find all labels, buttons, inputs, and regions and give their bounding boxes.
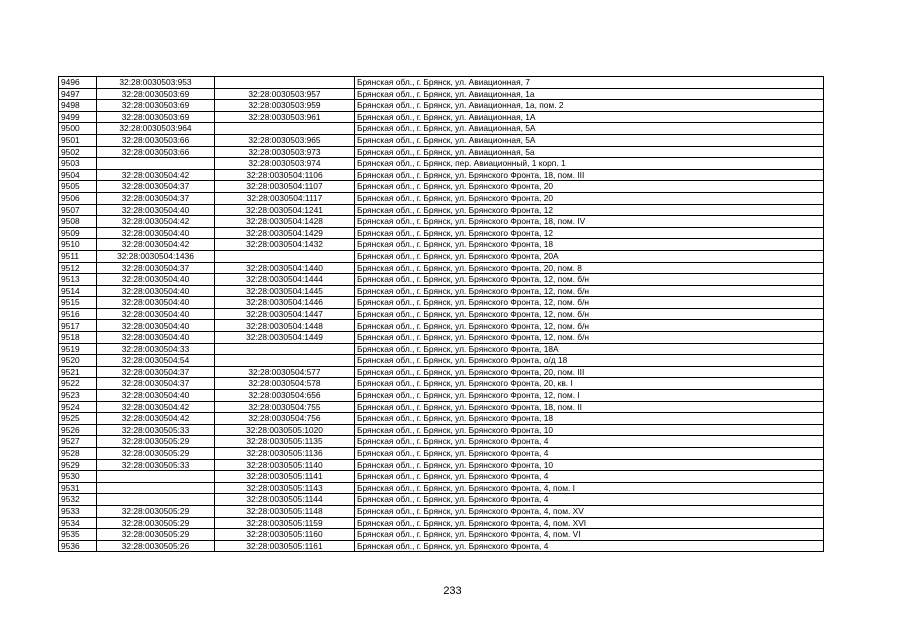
address-cell: Брянская обл., г. Брянск, ул. Авиационная, 7 (355, 77, 824, 89)
address-cell: Брянская обл., г. Брянск, ул. Брянского Фронта, 10 (355, 424, 824, 436)
table-row (59, 77, 824, 89)
parent-cadastral-number-cell: 32:28:0030503:69 (97, 100, 215, 112)
table-row (59, 250, 824, 262)
table-row (59, 494, 824, 506)
row-number-cell: 9534 (59, 517, 97, 529)
row-number-cell: 9524 (59, 401, 97, 413)
row-number-cell: 9530 (59, 471, 97, 483)
cadastral-number-cell: 32:28:0030504:1429 (215, 227, 355, 239)
table-row (59, 88, 824, 100)
row-number-cell: 9519 (59, 343, 97, 355)
table-row (59, 111, 824, 123)
cadastral-number-cell: 32:28:0030504:1444 (215, 274, 355, 286)
row-number-cell: 9517 (59, 320, 97, 332)
cadastral-number-cell: 32:28:0030504:1445 (215, 285, 355, 297)
cadastral-number-cell: 32:28:0030505:1136 (215, 448, 355, 460)
cadastral-number-cell: 32:28:0030505:1135 (215, 436, 355, 448)
registry-table (58, 76, 824, 552)
cadastral-number-cell: 32:28:0030505:1141 (215, 471, 355, 483)
table-row (59, 216, 824, 228)
parent-cadastral-number-cell: 32:28:0030503:69 (97, 111, 215, 123)
row-number-cell: 9503 (59, 158, 97, 170)
parent-cadastral-number-cell: 32:28:0030505:29 (97, 517, 215, 529)
address-cell: Брянская обл., г. Брянск, ул. Авиационная, 5А (355, 134, 824, 146)
table-row (59, 424, 824, 436)
address-cell: Брянская обл., г. Брянск, ул. Брянского Фронта, 4, пом. I (355, 482, 824, 494)
address-cell: Брянская обл., г. Брянск, ул. Брянского Фронта, 18, пом. III (355, 169, 824, 181)
table-row (59, 401, 824, 413)
address-cell: Брянская обл., г. Брянск, ул. Брянского Фронта, 4 (355, 436, 824, 448)
page-number: 233 (443, 585, 462, 597)
cadastral-number-cell: 32:28:0030504:1241 (215, 204, 355, 216)
table-row (59, 262, 824, 274)
row-number-cell: 9508 (59, 216, 97, 228)
address-cell: Брянская обл., г. Брянск, ул. Брянского Фронта, 4 (355, 471, 824, 483)
address-cell: Брянская обл., г. Брянск, ул. Брянского Фронта, 20А (355, 250, 824, 262)
address-cell: Брянская обл., г. Брянск, ул. Брянского Фронта, 20 (355, 192, 824, 204)
cadastral-number-cell: 32:28:0030505:1144 (215, 494, 355, 506)
table-row (59, 482, 824, 494)
cadastral-number-cell: 32:28:0030504:756 (215, 413, 355, 425)
table-row (59, 366, 824, 378)
row-number-cell: 9527 (59, 436, 97, 448)
row-number-cell: 9501 (59, 134, 97, 146)
address-cell: Брянская обл., г. Брянск, ул. Брянского Фронта, 12, пом. б/н (355, 320, 824, 332)
cadastral-number-cell: 32:28:0030504:577 (215, 366, 355, 378)
cadastral-number-cell: 32:28:0030504:1107 (215, 181, 355, 193)
table-row (59, 169, 824, 181)
cadastral-number-cell (215, 355, 355, 367)
row-number-cell: 9509 (59, 227, 97, 239)
row-number-cell: 9522 (59, 378, 97, 390)
row-number-cell: 9523 (59, 390, 97, 402)
cadastral-number-cell (215, 123, 355, 135)
cadastral-number-cell: 32:28:0030505:1140 (215, 459, 355, 471)
cadastral-number-cell: 32:28:0030505:1159 (215, 517, 355, 529)
table-row (59, 332, 824, 344)
parent-cadastral-number-cell: 32:28:0030503:66 (97, 146, 215, 158)
address-cell: Брянская обл., г. Брянск, ул. Авиационная, 1а, пом. 2 (355, 100, 824, 112)
row-number-cell: 9531 (59, 482, 97, 494)
address-cell: Брянская обл., г. Брянск, ул. Брянского Фронта, 18А (355, 343, 824, 355)
cadastral-number-cell: 32:28:0030504:1106 (215, 169, 355, 181)
address-cell: Брянская обл., г. Брянск, ул. Брянского Фронта, 20 (355, 181, 824, 193)
parent-cadastral-number-cell: 32:28:0030505:29 (97, 529, 215, 541)
address-cell: Брянская обл., г. Брянск, ул. Брянского Фронта, 12 (355, 227, 824, 239)
parent-cadastral-number-cell: 32:28:0030504:40 (97, 285, 215, 297)
table-row (59, 540, 824, 552)
parent-cadastral-number-cell: 32:28:0030504:37 (97, 378, 215, 390)
cadastral-number-cell (215, 250, 355, 262)
parent-cadastral-number-cell (97, 494, 215, 506)
cadastral-number-cell: 32:28:0030504:1446 (215, 297, 355, 309)
parent-cadastral-number-cell: 32:28:0030503:69 (97, 88, 215, 100)
address-cell: Брянская обл., г. Брянск, ул. Брянского Фронта, 12, пом. б/н (355, 285, 824, 297)
cadastral-number-cell: 32:28:0030504:755 (215, 401, 355, 413)
cadastral-number-cell: 32:28:0030504:1449 (215, 332, 355, 344)
address-cell: Брянская обл., г. Брянск, ул. Брянского Фронта, 18 (355, 239, 824, 251)
row-number-cell: 9529 (59, 459, 97, 471)
cadastral-number-cell: 32:28:0030504:1440 (215, 262, 355, 274)
address-cell: Брянская обл., г. Брянск, ул. Брянского Фронта, 18 (355, 413, 824, 425)
parent-cadastral-number-cell: 32:28:0030504:37 (97, 262, 215, 274)
row-number-cell: 9535 (59, 529, 97, 541)
table-row (59, 158, 824, 170)
row-number-cell: 9521 (59, 366, 97, 378)
parent-cadastral-number-cell: 32:28:0030505:26 (97, 540, 215, 552)
table-row (59, 192, 824, 204)
table-row (59, 413, 824, 425)
row-number-cell: 9532 (59, 494, 97, 506)
table-row (59, 378, 824, 390)
row-number-cell: 9497 (59, 88, 97, 100)
cadastral-number-cell: 32:28:0030504:578 (215, 378, 355, 390)
row-number-cell: 9513 (59, 274, 97, 286)
table-row (59, 297, 824, 309)
parent-cadastral-number-cell: 32:28:0030505:29 (97, 436, 215, 448)
table-row (59, 390, 824, 402)
cadastral-number-cell: 32:28:0030505:1148 (215, 505, 355, 517)
parent-cadastral-number-cell: 32:28:0030505:33 (97, 459, 215, 471)
address-cell: Брянская обл., г. Брянск, ул. Брянского Фронта, 20, пом. 8 (355, 262, 824, 274)
parent-cadastral-number-cell: 32:28:0030504:42 (97, 169, 215, 181)
row-number-cell: 9496 (59, 77, 97, 89)
parent-cadastral-number-cell: 32:28:0030503:66 (97, 134, 215, 146)
parent-cadastral-number-cell: 32:28:0030505:33 (97, 424, 215, 436)
address-cell: Брянская обл., г. Брянск, ул. Брянского Фронта, 18, пом. II (355, 401, 824, 413)
address-cell: Брянская обл., г. Брянск, ул. Брянского Фронта, 12, пом. б/н (355, 308, 824, 320)
row-number-cell: 9520 (59, 355, 97, 367)
row-number-cell: 9525 (59, 413, 97, 425)
table-row (59, 529, 824, 541)
parent-cadastral-number-cell: 32:28:0030504:33 (97, 343, 215, 355)
address-cell: Брянская обл., г. Брянск, ул. Брянского Фронта, 12, пом. I (355, 390, 824, 402)
table-row (59, 436, 824, 448)
address-cell: Брянская обл., г. Брянск, ул. Авиационная, 1а (355, 88, 824, 100)
address-cell: Брянская обл., г. Брянск, ул. Брянского Фронта, 4 (355, 540, 824, 552)
table-row (59, 517, 824, 529)
cadastral-number-cell: 32:28:0030505:1020 (215, 424, 355, 436)
parent-cadastral-number-cell: 32:28:0030504:40 (97, 390, 215, 402)
cadastral-number-cell: 32:28:0030504:1432 (215, 239, 355, 251)
table-row (59, 134, 824, 146)
cadastral-number-cell: 32:28:0030504:1117 (215, 192, 355, 204)
row-number-cell: 9516 (59, 308, 97, 320)
address-cell: Брянская обл., г. Брянск, ул. Брянского Фронта, 12 (355, 204, 824, 216)
table-row (59, 181, 824, 193)
cadastral-number-cell: 32:28:0030504:1428 (215, 216, 355, 228)
parent-cadastral-number-cell: 32:28:0030504:40 (97, 274, 215, 286)
address-cell: Брянская обл., г. Брянск, ул. Брянского Фронта, 4, пом. XV (355, 505, 824, 517)
parent-cadastral-number-cell: 32:28:0030505:29 (97, 448, 215, 460)
row-number-cell: 9504 (59, 169, 97, 181)
cadastral-number-cell: 32:28:0030504:1447 (215, 308, 355, 320)
address-cell: Брянская обл., г. Брянск, ул. Авиационная, 5а (355, 146, 824, 158)
table-row (59, 123, 824, 135)
address-cell: Брянская обл., г. Брянск, ул. Авиационная, 1А (355, 111, 824, 123)
row-number-cell: 9510 (59, 239, 97, 251)
table-row (59, 227, 824, 239)
parent-cadastral-number-cell: 32:28:0030504:40 (97, 297, 215, 309)
parent-cadastral-number-cell: 32:28:0030504:37 (97, 181, 215, 193)
cadastral-number-cell (215, 77, 355, 89)
row-number-cell: 9505 (59, 181, 97, 193)
address-cell: Брянская обл., г. Брянск, ул. Брянского Фронта, 4 (355, 494, 824, 506)
parent-cadastral-number-cell: 32:28:0030504:40 (97, 204, 215, 216)
address-cell: Брянская обл., г. Брянск, пер. Авиационный, 1 корп. 1 (355, 158, 824, 170)
row-number-cell: 9528 (59, 448, 97, 460)
table-row (59, 239, 824, 251)
cadastral-number-cell: 32:28:0030504:1448 (215, 320, 355, 332)
address-cell: Брянская обл., г. Брянск, ул. Авиационная, 5А (355, 123, 824, 135)
row-number-cell: 9498 (59, 100, 97, 112)
address-cell: Брянская обл., г. Брянск, ул. Брянского Фронта, 18, пом. IV (355, 216, 824, 228)
table-row (59, 459, 824, 471)
parent-cadastral-number-cell: 32:28:0030503:953 (97, 77, 215, 89)
table-row (59, 285, 824, 297)
registry-table-body (59, 77, 824, 552)
table-row (59, 343, 824, 355)
row-number-cell: 9526 (59, 424, 97, 436)
row-number-cell: 9507 (59, 204, 97, 216)
row-number-cell: 9500 (59, 123, 97, 135)
parent-cadastral-number-cell: 32:28:0030503:964 (97, 123, 215, 135)
row-number-cell: 9502 (59, 146, 97, 158)
table-row (59, 274, 824, 286)
parent-cadastral-number-cell: 32:28:0030504:37 (97, 366, 215, 378)
address-cell: Брянская обл., г. Брянск, ул. Брянского Фронта, 20, кв. I (355, 378, 824, 390)
parent-cadastral-number-cell: 32:28:0030504:40 (97, 332, 215, 344)
address-cell: Брянская обл., г. Брянск, ул. Брянского Фронта, о/д 18 (355, 355, 824, 367)
parent-cadastral-number-cell: 32:28:0030504:42 (97, 216, 215, 228)
row-number-cell: 9518 (59, 332, 97, 344)
address-cell: Брянская обл., г. Брянск, ул. Брянского Фронта, 4, пом. XVI (355, 517, 824, 529)
row-number-cell: 9515 (59, 297, 97, 309)
row-number-cell: 9536 (59, 540, 97, 552)
parent-cadastral-number-cell: 32:28:0030504:42 (97, 239, 215, 251)
parent-cadastral-number-cell: 32:28:0030504:40 (97, 227, 215, 239)
row-number-cell: 9512 (59, 262, 97, 274)
parent-cadastral-number-cell: 32:28:0030504:40 (97, 308, 215, 320)
table-row (59, 100, 824, 112)
table-row (59, 320, 824, 332)
cadastral-number-cell: 32:28:0030503:973 (215, 146, 355, 158)
address-cell: Брянская обл., г. Брянск, ул. Брянского Фронта, 10 (355, 459, 824, 471)
parent-cadastral-number-cell: 32:28:0030504:37 (97, 192, 215, 204)
address-cell: Брянская обл., г. Брянск, ул. Брянского Фронта, 20, пом. III (355, 366, 824, 378)
table-row (59, 204, 824, 216)
cadastral-number-cell: 32:28:0030503:965 (215, 134, 355, 146)
parent-cadastral-number-cell (97, 158, 215, 170)
address-cell: Брянская обл., г. Брянск, ул. Брянского Фронта, 4, пом. VI (355, 529, 824, 541)
row-number-cell: 9514 (59, 285, 97, 297)
cadastral-number-cell: 32:28:0030503:961 (215, 111, 355, 123)
parent-cadastral-number-cell: 32:28:0030504:1436 (97, 250, 215, 262)
table-row (59, 146, 824, 158)
cadastral-number-cell: 32:28:0030505:1160 (215, 529, 355, 541)
cadastral-number-cell: 32:28:0030503:957 (215, 88, 355, 100)
table-row (59, 505, 824, 517)
cadastral-number-cell: 32:28:0030503:959 (215, 100, 355, 112)
row-number-cell: 9533 (59, 505, 97, 517)
cadastral-number-cell (215, 343, 355, 355)
cadastral-number-cell: 32:28:0030505:1161 (215, 540, 355, 552)
parent-cadastral-number-cell: 32:28:0030504:42 (97, 401, 215, 413)
address-cell: Брянская обл., г. Брянск, ул. Брянского Фронта, 4 (355, 448, 824, 460)
table-row (59, 355, 824, 367)
parent-cadastral-number-cell: 32:28:0030504:42 (97, 413, 215, 425)
cadastral-number-cell: 32:28:0030503:974 (215, 158, 355, 170)
cadastral-number-cell: 32:28:0030504:656 (215, 390, 355, 402)
parent-cadastral-number-cell: 32:28:0030505:29 (97, 505, 215, 517)
row-number-cell: 9499 (59, 111, 97, 123)
cadastral-number-cell: 32:28:0030505:1143 (215, 482, 355, 494)
address-cell: Брянская обл., г. Брянск, ул. Брянского Фронта, 12, пом. б/н (355, 332, 824, 344)
row-number-cell: 9511 (59, 250, 97, 262)
parent-cadastral-number-cell: 32:28:0030504:54 (97, 355, 215, 367)
parent-cadastral-number-cell (97, 471, 215, 483)
row-number-cell: 9506 (59, 192, 97, 204)
parent-cadastral-number-cell (97, 482, 215, 494)
table-row (59, 308, 824, 320)
table-row (59, 448, 824, 460)
address-cell: Брянская обл., г. Брянск, ул. Брянского Фронта, 12, пом. б/н (355, 274, 824, 286)
table-row (59, 471, 824, 483)
address-cell: Брянская обл., г. Брянск, ул. Брянского Фронта, 12, пом. б/н (355, 297, 824, 309)
parent-cadastral-number-cell: 32:28:0030504:40 (97, 320, 215, 332)
